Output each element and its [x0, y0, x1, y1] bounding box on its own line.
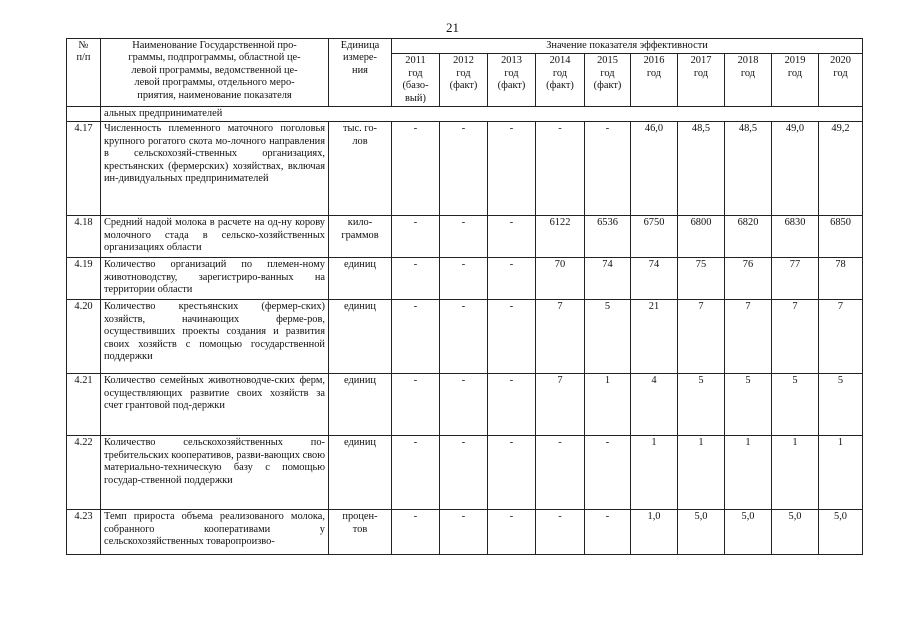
page-number: 21 [446, 20, 459, 35]
header-number-text: № п/п [76, 40, 91, 64]
row-value: - [488, 216, 536, 258]
row-value: 5 [725, 374, 772, 436]
header-indicator-values [392, 39, 863, 54]
header-number [67, 39, 101, 107]
row-number: 4.23 [67, 510, 101, 555]
row-value: - [440, 122, 488, 216]
row-name: Численность племенного маточного поголовья крупного рогатого скота мо-лочного направления в сельскохозяй-ственных организациях, крестьянских (фермерских) хозяйствах, включая ин-дивидуальных предпринимателей [101, 122, 329, 216]
row-value: - [536, 436, 585, 510]
row-value: - [488, 122, 536, 216]
header-year-text: 2011 год (базо- вый) [402, 55, 429, 104]
header-name [101, 39, 329, 107]
row-value: 1 [772, 436, 819, 510]
row-name: Средний надой молока в расчете на од-ну корову молочного стада в сельско-хозяйственных организациях области [101, 216, 329, 258]
table-row [67, 374, 863, 436]
row-value: 74 [631, 258, 678, 300]
row-value: 5 [819, 374, 863, 436]
header-group-text: Значение показателя эффективности [546, 40, 708, 51]
row-value: 5 [772, 374, 819, 436]
row-value: - [440, 436, 488, 510]
row-value: 5 [585, 300, 631, 374]
row-value: 76 [725, 258, 772, 300]
row-value: 5,0 [772, 510, 819, 555]
row-value: - [488, 258, 536, 300]
table-row [67, 216, 863, 258]
row-value: 4 [631, 374, 678, 436]
row-value: - [440, 374, 488, 436]
header-year-2018 [725, 54, 772, 107]
header-year-text: 2018 год [737, 55, 759, 79]
row-value: - [392, 258, 440, 300]
header-unit-text: Единица измере- ния [340, 40, 380, 76]
header-year-2017 [678, 54, 725, 107]
row-name: Количество организаций по племен-ному животноводству, зарегистриро-ванных на территории области [101, 258, 329, 300]
row-unit: единиц [329, 374, 392, 436]
row-value: 1 [819, 436, 863, 510]
row-value: - [392, 216, 440, 258]
row-value: - [536, 510, 585, 555]
row-unit: тыс. го- лов [329, 122, 392, 216]
header-name-text: Наименование Государственной про- граммы, подпрограммы, областной це- левой программы, ведомственной це- левой программы, отдельного меро- приятия, наименование показателя [128, 40, 301, 101]
row-value: 1,0 [631, 510, 678, 555]
row-value: - [585, 436, 631, 510]
header-row [67, 39, 863, 54]
table-row [67, 258, 863, 300]
header-year-text: 2017 год [690, 55, 712, 79]
header-year-2012 [440, 54, 488, 107]
row-number: 4.17 [67, 122, 101, 216]
row-value: - [392, 436, 440, 510]
row-value: - [536, 122, 585, 216]
table-row [67, 300, 863, 374]
header-year-text: 2015 год (факт) [593, 55, 622, 92]
row-value: - [585, 122, 631, 216]
row-value: 6536 [585, 216, 631, 258]
row-name: Количество крестьянских (фермер-ских) хозяйств, начинающих ферме-ров, осуществивших проекты создания и развития своих хозяйств с помощью государственной поддержки [101, 300, 329, 374]
row-value: - [440, 300, 488, 374]
header-year-2011 [392, 54, 440, 107]
header-year-2019 [772, 54, 819, 107]
row-value: 77 [772, 258, 819, 300]
row-value: - [585, 510, 631, 555]
row-value: - [488, 374, 536, 436]
row-value: 46,0 [631, 122, 678, 216]
row-value: - [488, 510, 536, 555]
row-value: - [488, 436, 536, 510]
row-value: 5 [678, 374, 725, 436]
row-value: 21 [631, 300, 678, 374]
row-value: 49,0 [772, 122, 819, 216]
row-value: - [392, 374, 440, 436]
header-year-2013 [488, 54, 536, 107]
row-number: 4.21 [67, 374, 101, 436]
row-value: 6750 [631, 216, 678, 258]
row-value: 75 [678, 258, 725, 300]
row-value: 7 [819, 300, 863, 374]
row-value: - [392, 122, 440, 216]
row-unit: единиц [329, 436, 392, 510]
row-value: 7 [536, 374, 585, 436]
row-value: 7 [725, 300, 772, 374]
header-year-text: 2014 год (факт) [546, 55, 574, 92]
row-number: 4.18 [67, 216, 101, 258]
row-value: - [440, 216, 488, 258]
row-value: 1 [585, 374, 631, 436]
row-unit: кило- граммов [329, 216, 392, 258]
row-name: Темп прироста объема реализованого молока, собранного кооперативами у сельскохозяйственных товаропроизво- [101, 510, 329, 555]
row-value: 5,0 [678, 510, 725, 555]
row-value: 7 [772, 300, 819, 374]
row-value: - [488, 300, 536, 374]
header-unit [329, 39, 392, 107]
row-number: 4.22 [67, 436, 101, 510]
row-value: 48,5 [725, 122, 772, 216]
row-unit: процен- тов [329, 510, 392, 555]
row-value: 6122 [536, 216, 585, 258]
header-year-text: 2013 год (факт) [497, 55, 526, 92]
row-value: 5,0 [819, 510, 863, 555]
continuation-text: альных предпринимателей [101, 107, 863, 122]
row-value: 6820 [725, 216, 772, 258]
row-value: 5,0 [725, 510, 772, 555]
row-value: 7 [678, 300, 725, 374]
row-value: 1 [631, 436, 678, 510]
row-value: 7 [536, 300, 585, 374]
row-value: 6850 [819, 216, 863, 258]
row-value: - [440, 258, 488, 300]
header-year-text: 2016 год [643, 55, 665, 79]
table-row [67, 122, 863, 216]
indicators-table [66, 38, 863, 555]
row-value: 48,5 [678, 122, 725, 216]
header-year-2016 [631, 54, 678, 107]
row-value: 49,2 [819, 122, 863, 216]
row-value: - [392, 510, 440, 555]
row-value: 6800 [678, 216, 725, 258]
header-year-text: 2020 год [830, 55, 851, 79]
continuation-empty-cell [67, 107, 101, 122]
header-year-2015 [585, 54, 631, 107]
header-year-2020 [819, 54, 863, 107]
row-value: 1 [725, 436, 772, 510]
header-year-text: 2019 год [784, 55, 806, 79]
row-value: 6830 [772, 216, 819, 258]
continuation-row [67, 107, 863, 122]
row-value: - [392, 300, 440, 374]
row-value: 1 [678, 436, 725, 510]
header-year-2014 [536, 54, 585, 107]
row-value: 78 [819, 258, 863, 300]
row-name: Количество сельскохозяйственных по-требительских кооперативов, разви-вающих свою материально-техническую базу с помощью государ-ственной поддержки [101, 436, 329, 510]
row-number: 4.19 [67, 258, 101, 300]
header-year-text: 2012 год (факт) [449, 55, 478, 92]
row-unit: единиц [329, 258, 392, 300]
row-value: 74 [585, 258, 631, 300]
row-value: - [440, 510, 488, 555]
row-number: 4.20 [67, 300, 101, 374]
row-value: 70 [536, 258, 585, 300]
row-unit: единиц [329, 300, 392, 374]
table-row [67, 436, 863, 510]
table-row [67, 510, 863, 555]
row-name: Количество семейных животноводче-ских ферм, осуществляющих развитие своих хозяйств за счет грантовой под-держки [101, 374, 329, 436]
